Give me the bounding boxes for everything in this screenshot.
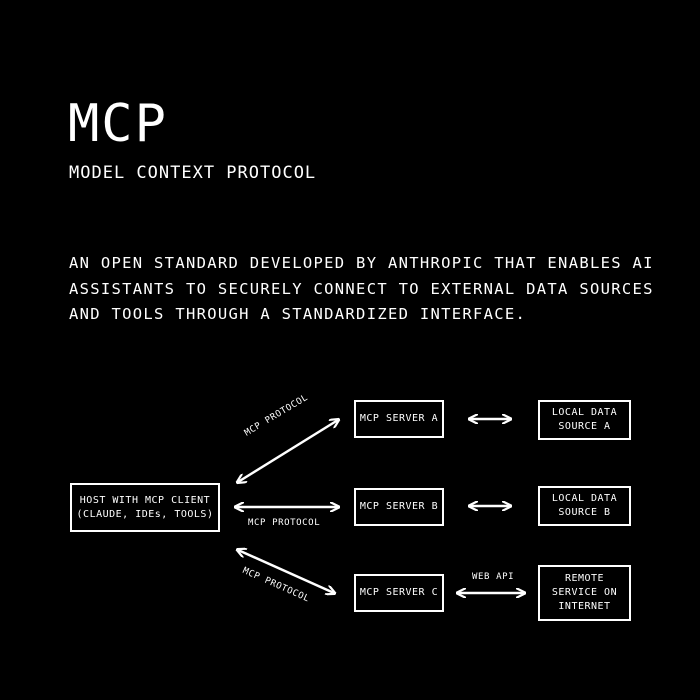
local-source-a-box	[538, 400, 631, 440]
server-a-box	[354, 400, 444, 438]
server-a-label: MCP SERVER A	[359, 413, 439, 424]
remote-service-label: INTERNET	[558, 601, 611, 612]
remote-service-label: SERVICE ON	[551, 587, 618, 598]
remote-service-box	[538, 565, 631, 621]
description-line: AN OPEN STANDARD DEVELOPED BY ANTHROPIC THAT ENABLES AI	[69, 254, 654, 272]
protocol-label-c: MCP PROTOCOL	[240, 566, 311, 605]
host-box	[70, 483, 220, 532]
protocol-label-a: MCP PROTOCOL	[243, 392, 311, 439]
description-line: AND TOOLS THROUGH A STANDARDIZED INTERFACE.	[69, 305, 527, 323]
local-source-a-label: SOURCE A	[558, 421, 611, 432]
remote-service-label: REMOTE	[564, 573, 605, 584]
server-c-box	[354, 574, 444, 612]
page-title: MCP	[68, 94, 168, 154]
description-line: ASSISTANTS TO SECURELY CONNECT TO EXTERNAL DATA SOURCES	[69, 279, 654, 298]
server-b-label: MCP SERVER B	[359, 501, 439, 512]
local-source-b-label: SOURCE B	[558, 507, 611, 518]
local-source-b-label: LOCAL DATA	[551, 493, 618, 504]
protocol-label-b: MCP PROTOCOL	[248, 518, 321, 528]
host-label: HOST WITH MCP CLIENT	[79, 494, 211, 506]
host-label: (CLAUDE, IDEs, TOOLS)	[76, 508, 214, 520]
server-c-label: MCP SERVER C	[359, 587, 439, 598]
web-api-label: WEB API	[472, 572, 515, 582]
local-source-b-box	[538, 486, 631, 526]
local-source-a-label: LOCAL DATA	[551, 407, 618, 418]
page-subtitle: MODEL CONTEXT PROTOCOL	[69, 163, 317, 183]
server-b-box	[354, 488, 444, 526]
